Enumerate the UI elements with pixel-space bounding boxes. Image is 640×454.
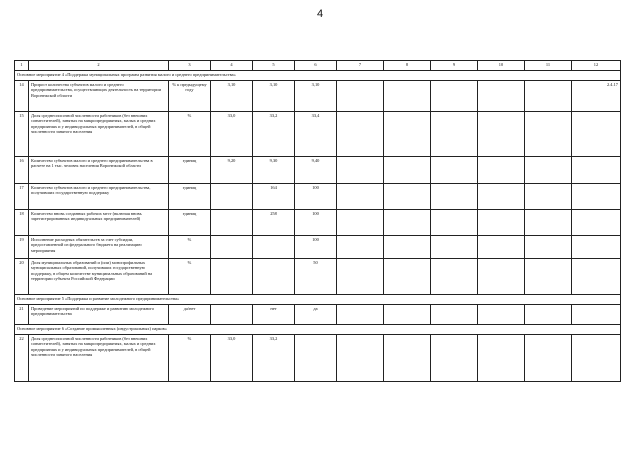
value-col-6: 9,40 [295,157,337,184]
value-col-4: 3,10 [211,81,253,112]
section-title: Основное мероприятие 4 «Поддержка муниципальных программ развития малого и среднего предпринимательства» [15,71,621,81]
indicator-name: Доля среднесписочной численности работников (без внешних совместителей), занятых на микропредприятиях, малых и средних предприятиях и у индивидуальных предпринимателей, в общей численности занятого населения [29,112,169,157]
value-col-5 [253,259,295,295]
col-num-5: 5 [253,61,295,71]
value-col-4: 33,0 [211,335,253,382]
column-number-row [15,61,621,71]
col-num-10: 10 [478,61,525,71]
value-col-4: 9,20 [211,157,253,184]
value-col-5 [253,236,295,259]
unit-cell: % к предыдущему году [169,81,211,112]
col-num-2: 2 [29,61,169,71]
value-col-4 [211,305,253,325]
indicator-name: Проведение мероприятий по поддержке и развитию молодежного предпринимательства [29,305,169,325]
indicator-name: Доля муниципальных образований и (или) монопрофильных муниципальных образований, получивших государственную поддержку, в общем количестве муниципальных образований на территории субъекта Российской Федерации [29,259,169,295]
value-col-10 [478,236,525,259]
value-col-9 [431,259,478,295]
indicator-name: Количество субъектов малого и среднего предпринимательства, получивших государственную поддержку [29,184,169,210]
value-col-11 [525,157,572,184]
unit-cell: % [169,335,211,382]
value-col-11 [525,210,572,236]
row-number: 15 [15,112,29,157]
value-col-8 [384,157,431,184]
indicator-name: Количество субъектов малого и среднего предпринимательства в расчете на 1 тыс. человек населения Воронежской области [29,157,169,184]
value-col-9 [431,112,478,157]
indicator-row [15,259,621,295]
value-col-12 [572,305,621,325]
value-col-7 [337,210,384,236]
value-col-7 [337,157,384,184]
indicator-row [15,305,621,325]
value-col-9 [431,157,478,184]
value-col-9 [431,81,478,112]
value-col-7 [337,259,384,295]
unit-cell: единиц [169,210,211,236]
row-number: 18 [15,210,29,236]
unit-cell: да/нет [169,305,211,325]
value-col-9 [431,184,478,210]
page-number: 4 [316,8,324,20]
indicator-row [15,157,621,184]
value-col-12 [572,335,621,382]
value-col-11 [525,259,572,295]
col-num-12: 12 [572,61,621,71]
value-col-8 [384,210,431,236]
col-num-4: 4 [211,61,253,71]
value-col-8 [384,81,431,112]
indicator-name: Количество вновь созданных рабочих мест (включая вновь зарегистрированных индивидуальных предпринимателей) [29,210,169,236]
value-col-10 [478,157,525,184]
value-col-7 [337,81,384,112]
value-col-8 [384,259,431,295]
value-col-12 [572,157,621,184]
value-col-7 [337,305,384,325]
value-col-4: 33,0 [211,112,253,157]
indicator-row [15,236,621,259]
value-col-6: 33,4 [295,112,337,157]
row-number: 21 [15,305,29,325]
value-col-6: 50 [295,259,337,295]
value-col-9 [431,305,478,325]
value-col-11 [525,305,572,325]
value-col-9 [431,335,478,382]
indicator-row [15,112,621,157]
value-col-6: 100 [295,236,337,259]
value-col-10 [478,210,525,236]
value-col-11 [525,236,572,259]
value-col-12 [572,112,621,157]
value-col-9 [431,236,478,259]
row-number: 14 [15,81,29,112]
indicator-name: Исполнение расходных обязательств за счет субсидии, предоставленной из федерального бюджета на реализацию мероприятия [29,236,169,259]
value-col-5: 33,2 [253,335,295,382]
section-row [15,325,621,335]
row-number: 20 [15,259,29,295]
indicator-name: Прирост количества субъектов малого и среднего предпринимательства, осуществляющих деятельность на территории Воронежской области [29,81,169,112]
value-col-10 [478,305,525,325]
unit-cell: % [169,112,211,157]
col-num-7: 7 [337,61,384,71]
row-number: 16 [15,157,29,184]
value-col-4 [211,259,253,295]
value-col-8 [384,112,431,157]
section-row [15,295,621,305]
value-col-11 [525,81,572,112]
value-col-6: 3,10 [295,81,337,112]
value-col-12 [572,259,621,295]
row-number: 19 [15,236,29,259]
value-col-8 [384,184,431,210]
value-col-6: 100 [295,184,337,210]
value-col-5: 164 [253,184,295,210]
value-col-12: 2.4.17 [572,81,621,112]
value-col-6: да [295,305,337,325]
value-col-10 [478,184,525,210]
value-col-5: 3,10 [253,81,295,112]
col-num-11: 11 [525,61,572,71]
value-col-11 [525,112,572,157]
value-col-7 [337,335,384,382]
value-col-12 [572,184,621,210]
value-col-10 [478,112,525,157]
value-col-5: 258 [253,210,295,236]
value-col-8 [384,236,431,259]
value-col-9 [431,210,478,236]
value-col-7 [337,184,384,210]
value-col-8 [384,335,431,382]
value-col-10 [478,259,525,295]
value-col-12 [572,236,621,259]
unit-cell: единиц [169,157,211,184]
value-col-8 [384,305,431,325]
value-col-7 [337,112,384,157]
value-col-10 [478,335,525,382]
indicators-table [14,60,621,382]
value-col-4 [211,236,253,259]
row-number: 22 [15,335,29,382]
value-col-4 [211,184,253,210]
col-num-1: 1 [15,61,29,71]
col-num-8: 8 [384,61,431,71]
section-title: Основное мероприятие 6 «Создание промышленных (индустриальных) парков» [15,325,621,335]
indicator-row [15,210,621,236]
value-col-11 [525,184,572,210]
value-col-5: нет [253,305,295,325]
indicator-row [15,81,621,112]
unit-cell: % [169,259,211,295]
value-col-6 [295,335,337,382]
row-number: 17 [15,184,29,210]
col-num-3: 3 [169,61,211,71]
value-col-11 [525,335,572,382]
indicator-row [15,184,621,210]
indicator-row [15,335,621,382]
value-col-6: 100 [295,210,337,236]
col-num-9: 9 [431,61,478,71]
value-col-7 [337,236,384,259]
value-col-4 [211,210,253,236]
indicator-name: Доля среднесписочной численности работников (без внешних совместителей), занятых на микропредприятиях, малых и средних предприятиях и у индивидуальных предпринимателей, в общей численности занятого населения [29,335,169,382]
section-title: Основное мероприятие 5 «Поддержка и развитие молодежного предпринимательства» [15,295,621,305]
section-row [15,71,621,81]
unit-cell: % [169,236,211,259]
value-col-10 [478,81,525,112]
value-col-5: 9,30 [253,157,295,184]
unit-cell: единиц [169,184,211,210]
col-num-6: 6 [295,61,337,71]
value-col-12 [572,210,621,236]
value-col-5: 33,2 [253,112,295,157]
